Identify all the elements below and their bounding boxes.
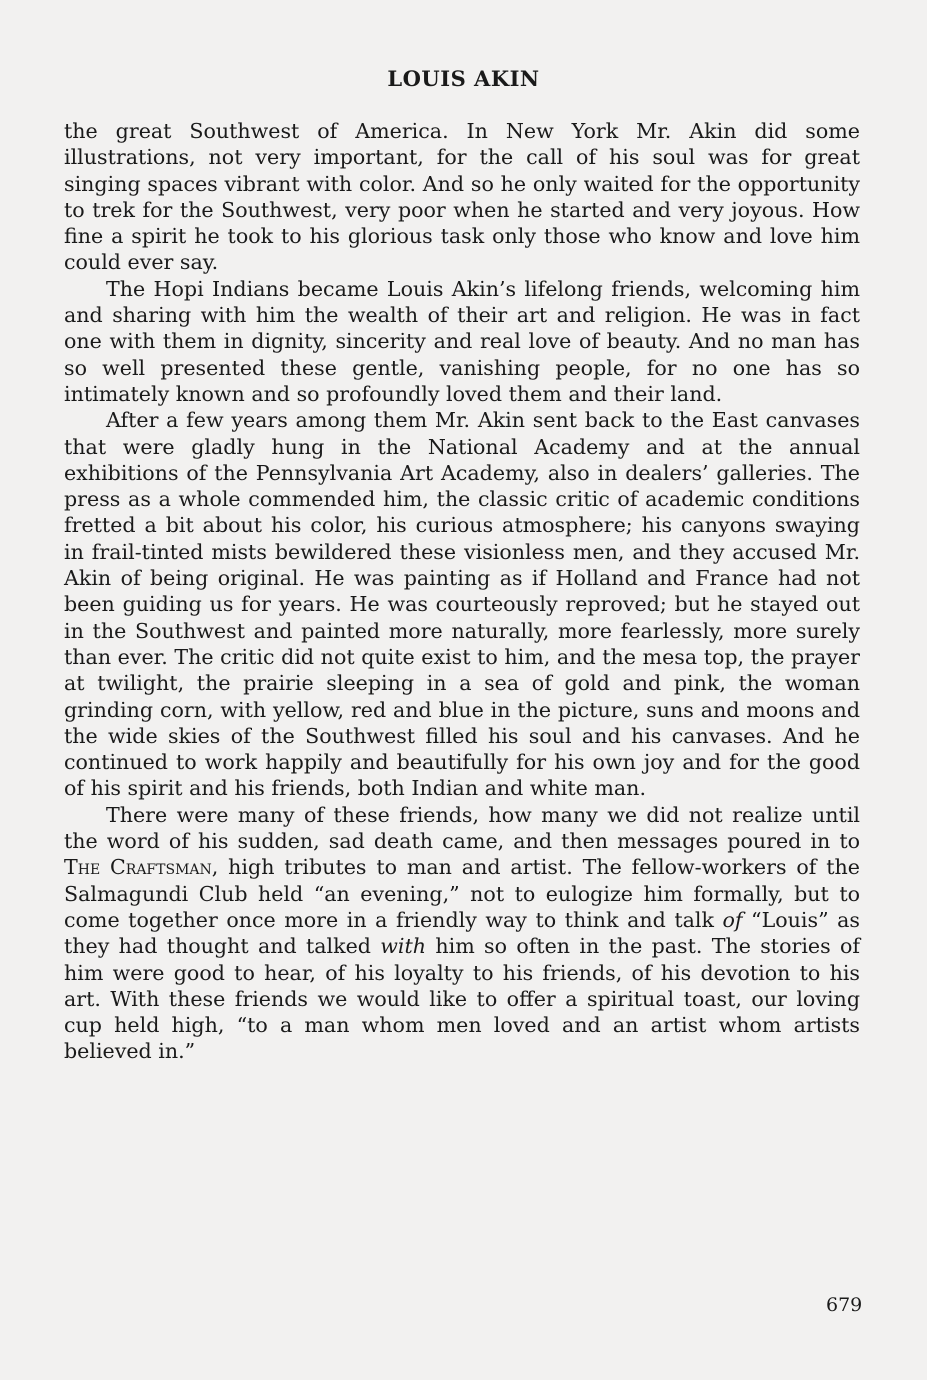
paragraph-4-part-c: “Louis” as they had thought and talked (64, 907, 860, 959)
paragraph-4-part-d: him so often in the past. The stories of him were good to hear, of his loyalty to his friends, of his devotion to his art. With these friends we would like to offer a spiritual toast, our loving cup held high, “to a man whom men loved and an artist whom artists believed in.” (64, 934, 860, 1064)
page-number: 679 (826, 1294, 863, 1316)
paragraph-4-part-b: , high tributes to man and artist. The fellow-workers of the Salmagundi Club held “an evening,” not to eulogize him formally, but to come together once more in a friendly way to think and talk (64, 855, 860, 932)
emphasis-with: with (380, 934, 427, 959)
running-head: LOUIS AKIN (387, 66, 540, 91)
paragraph-4-part-a: There were many of these friends, how many we did not realize until the word of his sudden, sad death came, and then messages poured in to (64, 802, 860, 854)
paragraph-4 (64, 802, 860, 1065)
paragraph-2: The Hopi Indians became Louis Akin’s lifelong friends, welcoming him and sharing with him the wealth of their art and religion. He was in fact one with them in dignity, sincerity and real love of beauty. And no man has so well presented these gentle, vanishing people, for no one has so intimately known and so profoundly loved them and their land. (64, 276, 860, 406)
emphasis-of: of (722, 907, 743, 932)
body-text (64, 118, 860, 1065)
paragraph-1: the great Southwest of America. In New York Mr. Akin did some illustrations, not very important, for the call of his soul was for great singing spaces vibrant with color. And so he only waited for the opportunity to trek for the Southwest, very poor when he started and very joyous. How fine a spirit he took to his glorious task only those who know and love him could ever say. (64, 119, 860, 275)
paragraph-3: After a few years among them Mr. Akin sent back to the East canvases that were gladly hung in the National Academy and at the annual exhibitions of the Pennsylvania Art Academy, also in dealers’ galleries. The press as a whole commended him, the classic critic of academic conditions fretted a bit about his color, his curious atmosphere; his canyons swaying in frail-tinted mists bewildered these visionless men, and they accused Mr. Akin of being original. He was painting as if Holland and France had not been guiding us for years. He was courteously reproved; but he stayed out in the Southwest and painted more naturally, more fearlessly, more surely than ever. The critic did not quite exist to him, and the mesa top, the prayer at twilight, the prairie sleeping in a sea of gold and pink, the woman grinding corn, with yellow, red and blue in the picture, suns and moons and the wide skies of the Southwest filled his soul and his canvases. And he continued to work happily and beautifully for his own joy and for the good of his spirit and his friends, both Indian and white man. (64, 408, 860, 801)
magazine-name: The Craftsman (64, 855, 212, 880)
